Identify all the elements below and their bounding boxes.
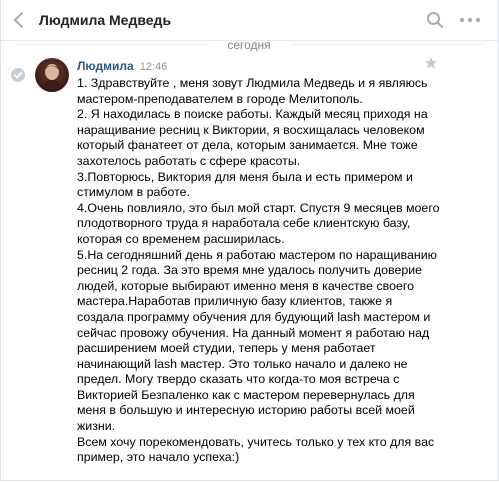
message-text	[77, 76, 440, 466]
date-label: сегодня	[227, 38, 271, 52]
message-line: расширением моей студии, теперь у меня работает	[77, 341, 376, 356]
message-line: Викторией Безпаленко как с мастером перевернулась для	[77, 387, 415, 402]
message-line: 5.На сегодняшний день я работаю мастером по наращиванию	[77, 247, 437, 262]
message-line: 3.Повторюсь, Виктория для меня была и есть примером и	[77, 169, 413, 184]
divider-line-left	[17, 44, 208, 45]
message-line: Всем хочу порекомендовать, учитесь только у тех кто для вас	[77, 434, 435, 449]
dialog-title[interactable]: Людмила Медведь	[39, 12, 172, 28]
more-dots-icon[interactable]	[459, 17, 481, 23]
message-line: меня в большую и интересную историю работы всей моей	[77, 403, 415, 418]
message-line: людей, которые выбирают именно меня в качестве своего	[77, 278, 414, 293]
chevron-left-icon[interactable]	[9, 9, 29, 31]
message-line: создала программу обучения для будующий lash мастером и	[77, 309, 431, 324]
date-divider	[1, 40, 498, 54]
message-line: предел. Могу твердо сказать что когда-то моя встреча с	[77, 372, 400, 387]
message-line: плодотворного труда я наработала себе клиентскую базу,	[77, 216, 411, 231]
message-line: пример, это начало успеха:)	[77, 450, 240, 465]
search-icon[interactable]	[426, 11, 444, 29]
dialog-header	[1, 0, 498, 41]
message-line: мастером-преподавателем в городе Мелитополь.	[77, 91, 363, 106]
divider-line-right	[291, 44, 482, 45]
message-line: который фанатеет от дела, которым занимается. Мне тоже	[77, 138, 418, 153]
message-line: 2. Я находилась в поиске работы. Каждый месяц приходя на	[77, 107, 428, 122]
message-line: начинающий lash мастер. Это только начало и далеко не	[77, 356, 408, 371]
message-line: жизни.	[77, 419, 116, 434]
message-line: сейчас провожу обучения. На данный момент я работаю над	[77, 325, 430, 340]
read-check-icon	[11, 68, 25, 82]
message-line: 4.Очень повлияло, это был мой старт. Спустя 9 месяцев моего	[77, 200, 440, 215]
message-line: ресниц 2 года. За это время мне удалось получить доверие	[77, 263, 423, 278]
message-line: мастера.Наработав приличную базу клиентов, также я	[77, 294, 393, 309]
message-line: 1. Здравствуйте , меня зовут Людмила Медведь и я являюсь	[77, 76, 428, 90]
message-line: которая со временем расширилась.	[77, 231, 285, 246]
message-line: стимулом в работе.	[77, 185, 190, 200]
message-line: наращивание ресниц к Виктории, я восхищалась человеком	[77, 122, 425, 137]
message-header	[77, 59, 167, 73]
message-line: захотелось работать с сфере красоты.	[77, 153, 301, 168]
sender-name[interactable]: Людмила	[77, 59, 134, 73]
message-time[interactable]: 12:46	[139, 61, 168, 73]
avatar[interactable]	[35, 58, 69, 92]
star-icon[interactable]	[424, 56, 438, 70]
